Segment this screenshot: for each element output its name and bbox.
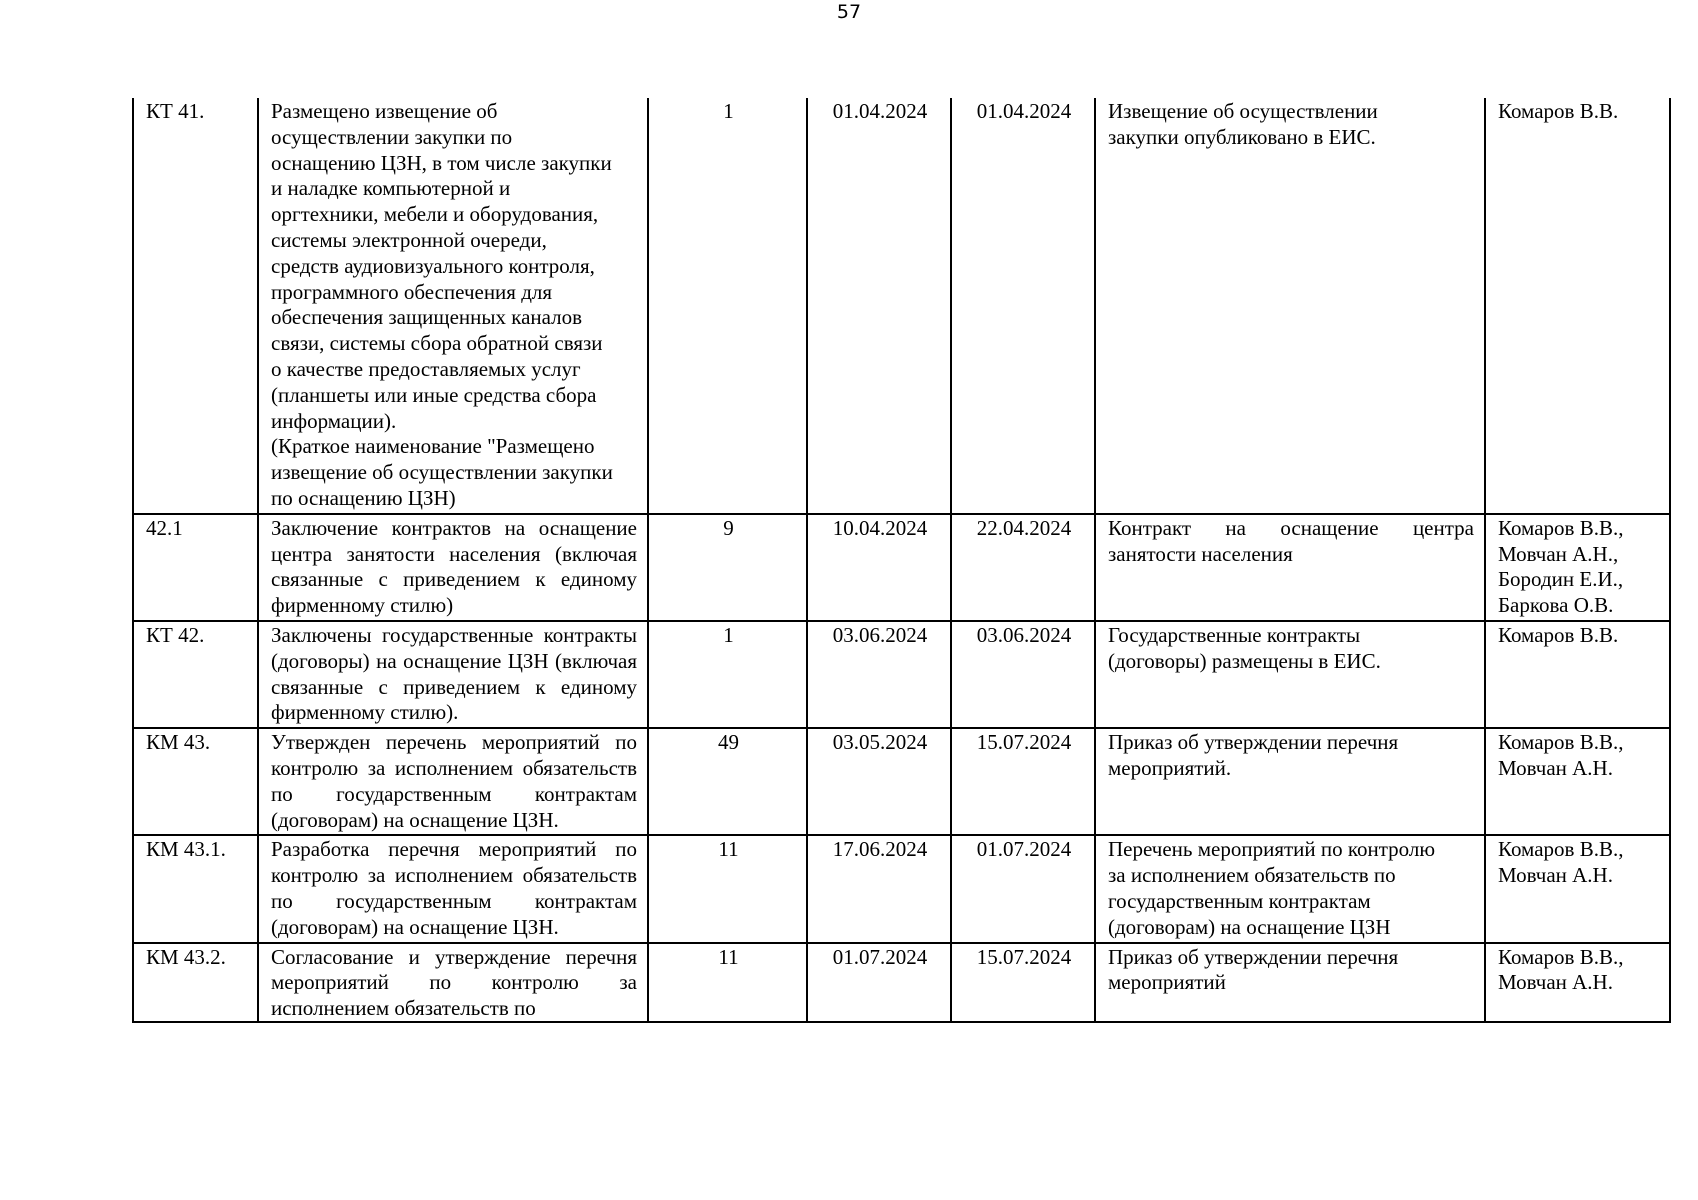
- row-duration: 11: [648, 835, 807, 942]
- row-duration: 1: [648, 98, 807, 514]
- row-duration: 49: [648, 728, 807, 835]
- row-duration: 1: [648, 621, 807, 728]
- row-start-date: 01.07.2024: [807, 943, 951, 1022]
- row-result: Государственные контракты (договоры) размещены в ЕИС.: [1095, 621, 1485, 728]
- row-responsible: Комаров В.В., Мовчан А.Н., Бородин Е.И., Баркова О.В.: [1485, 514, 1670, 621]
- row-code: КМ 43.: [133, 728, 258, 835]
- row-start-date: 01.04.2024: [807, 98, 951, 514]
- row-description: Утвержден перечень мероприятий по контролю за исполнением обязательств по государственным контрактам (договорам) на оснащение ЦЗН.: [258, 728, 648, 835]
- row-start-date: 10.04.2024: [807, 514, 951, 621]
- row-result: Перечень мероприятий по контролю за исполнением обязательств по государственным контрактам (договорам) на оснащение ЦЗН: [1095, 835, 1485, 942]
- row-description: Согласование и утверждение перечня мероприятий по контролю за исполнением обязательств по: [258, 943, 648, 1022]
- table-row: [133, 835, 1670, 942]
- page-number: 57: [836, 1, 862, 23]
- row-end-date: 15.07.2024: [951, 943, 1095, 1022]
- table-row: [133, 728, 1670, 835]
- row-description: Заключены государственные контракты (договоры) на оснащение ЦЗН (включая связанные с приведением к единому фирменному стилю).: [258, 621, 648, 728]
- plan-table: [132, 98, 1671, 1023]
- table-row: [133, 98, 1670, 514]
- row-start-date: 03.06.2024: [807, 621, 951, 728]
- row-result: Извещение об осуществлении закупки опубликовано в ЕИС.: [1095, 98, 1485, 514]
- row-end-date: 01.07.2024: [951, 835, 1095, 942]
- row-description: Размещено извещение об осуществлении закупки по оснащению ЦЗН, в том числе закупки и наладке компьютерной и оргтехники, мебели и оборудования, системы электронной очереди, средств аудиовизуального контроля, программного обеспечения для обеспечения защищенных каналов связи, системы сбора обратной связи о качестве предоставляемых услуг (планшеты или иные средства сбора информации). (Краткое наименование "Размещено извещение об осуществлении закупки по оснащению ЦЗН): [258, 98, 648, 514]
- row-code: КТ 42.: [133, 621, 258, 728]
- row-end-date: 22.04.2024: [951, 514, 1095, 621]
- row-code: КМ 43.1.: [133, 835, 258, 942]
- row-start-date: 03.05.2024: [807, 728, 951, 835]
- row-code: КМ 43.2.: [133, 943, 258, 1022]
- row-duration: 11: [648, 943, 807, 1022]
- row-responsible: Комаров В.В.: [1485, 621, 1670, 728]
- row-responsible: Комаров В.В.: [1485, 98, 1670, 514]
- row-code: 42.1: [133, 514, 258, 621]
- row-start-date: 17.06.2024: [807, 835, 951, 942]
- row-description: Заключение контрактов на оснащение центра занятости населения (включая связанные с приведением к единому фирменному стилю): [258, 514, 648, 621]
- row-result: Контракт на оснащение центра занятости населения: [1095, 514, 1485, 621]
- table-row: [133, 621, 1670, 728]
- row-responsible: Комаров В.В., Мовчан А.Н.: [1485, 943, 1670, 1022]
- row-duration: 9: [648, 514, 807, 621]
- row-code: КТ 41.: [133, 98, 258, 514]
- row-end-date: 03.06.2024: [951, 621, 1095, 728]
- table-row: [133, 514, 1670, 621]
- row-responsible: Комаров В.В., Мовчан А.Н.: [1485, 728, 1670, 835]
- row-result: Приказ об утверждении перечня мероприятий.: [1095, 728, 1485, 835]
- row-end-date: 01.04.2024: [951, 98, 1095, 514]
- row-responsible: Комаров В.В., Мовчан А.Н.: [1485, 835, 1670, 942]
- table-row: [133, 943, 1670, 1022]
- row-end-date: 15.07.2024: [951, 728, 1095, 835]
- row-description: Разработка перечня мероприятий по контролю за исполнением обязательств по государственным контрактам (договорам) на оснащение ЦЗН.: [258, 835, 648, 942]
- row-result: Приказ об утверждении перечня мероприятий: [1095, 943, 1485, 1022]
